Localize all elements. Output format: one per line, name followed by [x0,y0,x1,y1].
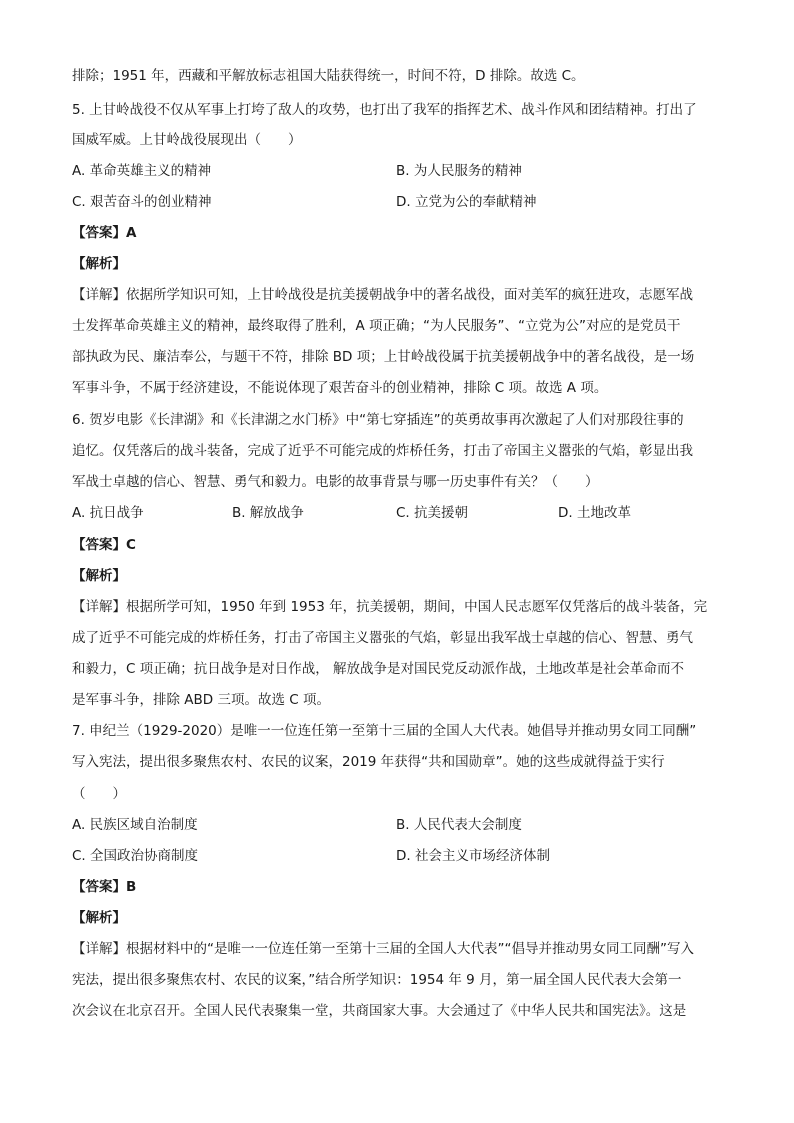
question-5-detail: 士发挥革命英雄主义的精神，最终取得了胜利，A 项正确；“为人民服务”、“立党为公”对应的是党员干 [72,318,681,334]
question-7-stem: 写入宪法，提出很多聚焦农村、农民的议案，2019 年获得“共和国勋章”。她的这些成就得益于实行 [72,754,665,770]
question-5-analysis-label: 【解析】 [72,256,126,272]
question-7-analysis-label: 【解析】 [72,910,126,926]
question-7-detail: 宪法，提出很多聚焦农村、农民的议案，”结合所学知识：1954 年 9 月，第一届全国人民代表大会第一 [72,972,682,988]
question-6-stem: 军战士卓越的信心、智慧、勇气和毅力。电影的故事背景与哪一历史事件有关？（ ） [72,474,599,490]
question-6-detail: 是军事斗争，排除 ABD 三项。故选 C 项。 [72,692,330,708]
question-5-option-d: D. 立党为公的奉献精神 [396,194,537,210]
question-5-stem: 5. 上甘岭战役不仅从军事上打垮了敌人的攻势，也打出了我军的指挥艺术、战斗作风和团结精神。打出了 [72,102,697,118]
question-7-option-a: A. 民族区域自治制度 [72,817,198,833]
question-6-answer: 【答案】C [72,537,136,553]
text-line: 排除；1951 年，西藏和平解放标志祖国大陆获得统一，时间不符，D 排除。故选 C。 [72,68,585,84]
question-5-option-a: A. 革命英雄主义的精神 [72,163,212,179]
question-6-option-d: D. 土地改革 [558,505,631,521]
question-6-option-b: B. 解放战争 [232,505,304,521]
question-6-analysis-label: 【解析】 [72,568,126,584]
question-5-stem: 国威军威。上甘岭战役展现出（ ） [72,132,302,148]
question-7-option-c: C. 全国政治协商制度 [72,848,199,864]
question-7-option-b: B. 人民代表大会制度 [396,817,522,833]
question-7-stem: 7. 申纪兰（1929-2020）是唯一一位连任第一至第十三届的全国人大代表。她倡导并推动男女同工同酬” [72,723,697,739]
question-5-answer: 【答案】A [72,225,137,241]
question-6-stem: 追忆。仅凭落后的战斗装备，完成了近乎不可能完成的炸桥任务，打击了帝国主义嚣张的气焰，彰显出我 [72,443,693,459]
question-5-option-b: B. 为人民服务的精神 [396,163,522,179]
question-7-detail: 【详解】根据材料中的“是唯一一位连任第一至第十三届的全国人大代表”“倡导并推动男女同工同酬”写入 [72,941,694,957]
question-6-detail: 和毅力，C 项正确；抗日战争是对日作战， 解放战争是对国民党反动派作战，土地改革是社会革命而不 [72,661,685,677]
question-5-detail: 军事斗争，不属于经济建设，不能说体现了艰苦奋斗的创业精神，排除 C 项。故选 A 项。 [72,380,608,396]
question-5-detail: 部执政为民、廉洁奉公，与题干不符，排除 BD 项；上甘岭战役属于抗美援朝战争中的著名战役，是一场 [72,349,695,365]
question-5-option-c: C. 艰苦奋斗的创业精神 [72,194,212,210]
question-7-stem: （ ） [72,786,126,802]
question-7-detail: 次会议在北京召开。全国人民代表聚集一堂，共商国家大事。大会通过了《中华人民共和国宪法》。这是 [72,1003,687,1019]
question-6-detail: 【详解】根据所学可知，1950 年到 1953 年，抗美援朝，期间，中国人民志愿军仅凭落后的战斗装备，完 [72,599,708,615]
question-7-answer: 【答案】B [72,879,137,895]
question-6-option-c: C. 抗美援朝 [396,505,469,521]
question-7-option-d: D. 社会主义市场经济体制 [396,848,550,864]
question-6-detail: 成了近乎不可能完成的炸桥任务，打击了帝国主义嚣张的气焰，彰显出我军战士卓越的信心、智慧、勇气 [72,630,693,646]
question-6-option-a: A. 抗日战争 [72,505,144,521]
question-6-stem: 6. 贺岁电影《长津湖》和《长津湖之水门桥》中“第七穿插连”的英勇故事再次激起了人们对那段往事的 [72,412,684,428]
question-5-detail: 【详解】依据所学知识可知，上甘岭战役是抗美援朝战争中的著名战役，面对美军的疯狂进攻，志愿军战 [72,287,693,303]
